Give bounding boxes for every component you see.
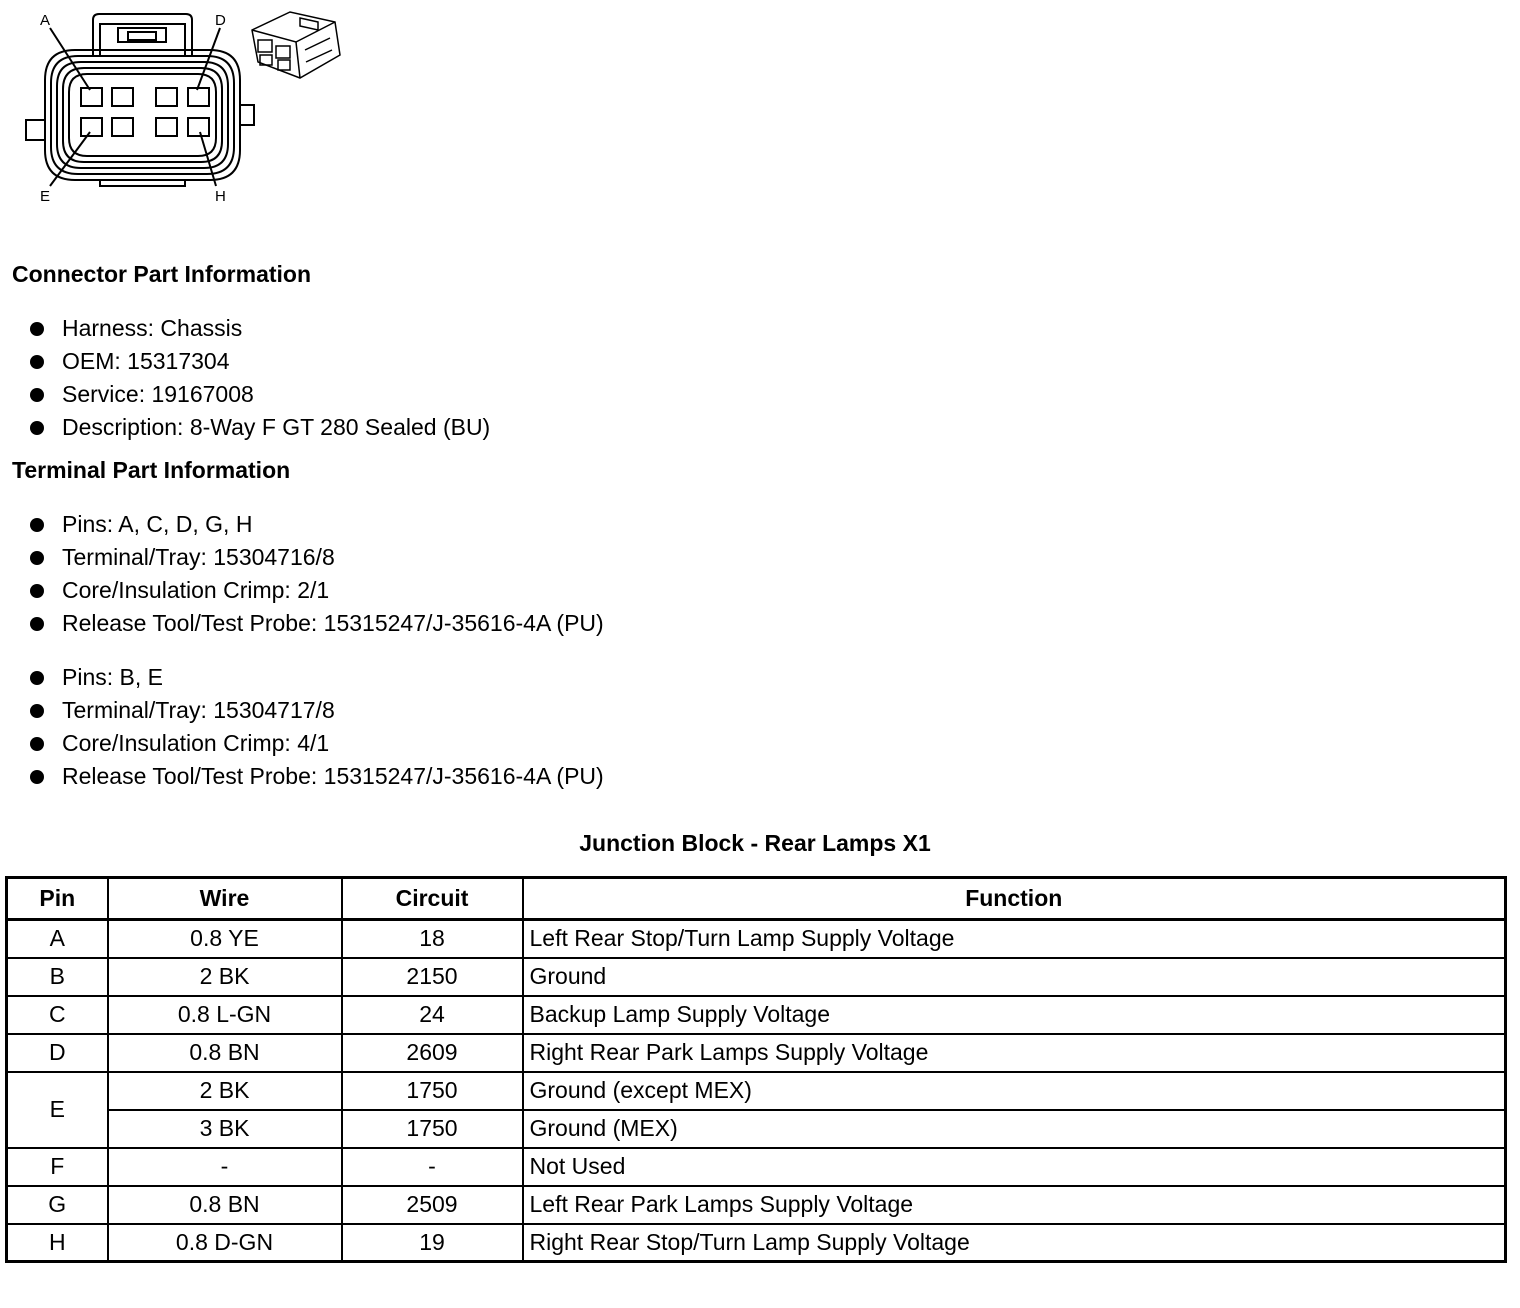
function-cell: Backup Lamp Supply Voltage [523, 996, 1506, 1034]
table-row [7, 1148, 1506, 1186]
list-item: Release Tool/Test Probe: 15315247/J-35616-4A (PU) [0, 607, 604, 640]
header-function: Function [523, 878, 1506, 920]
table-row [7, 1072, 1506, 1110]
header-circuit: Circuit [342, 878, 523, 920]
list-item: Release Tool/Test Probe: 15315247/J-35616-4A (PU) [0, 760, 604, 793]
circuit-cell: 2509 [342, 1186, 523, 1224]
circuit-cell: 2150 [342, 958, 523, 996]
list-item: Terminal/Tray: 15304717/8 [0, 694, 604, 727]
wire-cell: 0.8 BN [108, 1186, 342, 1224]
pin-cell: C [7, 996, 108, 1034]
list-item: Core/Insulation Crimp: 4/1 [0, 727, 604, 760]
list-item: Harness: Chassis [0, 312, 490, 345]
pin-label-a: A [40, 12, 51, 29]
function-cell: Right Rear Park Lamps Supply Voltage [523, 1034, 1506, 1072]
table-row [7, 920, 1506, 958]
circuit-cell: 2609 [342, 1034, 523, 1072]
pin-cell: A [7, 920, 108, 958]
pin-cell: H [7, 1224, 108, 1262]
terminal-part-info-heading: Terminal Part Information [12, 457, 291, 483]
terminal-group-1-list [0, 508, 604, 640]
list-item: Core/Insulation Crimp: 2/1 [0, 574, 604, 607]
table-row [7, 996, 1506, 1034]
circuit-cell: 18 [342, 920, 523, 958]
terminal-group-2-list [0, 661, 604, 793]
pin-cell: B [7, 958, 108, 996]
wire-cell: 0.8 D-GN [108, 1224, 342, 1262]
bullet-icon [30, 421, 44, 435]
wire-cell: 0.8 BN [108, 1034, 342, 1072]
bullet-icon [30, 355, 44, 369]
wire-cell: - [108, 1148, 342, 1186]
bullet-icon [30, 704, 44, 718]
circuit-cell: 1750 [342, 1110, 523, 1148]
function-cell: Left Rear Stop/Turn Lamp Supply Voltage [523, 920, 1506, 958]
table-row [7, 958, 1506, 996]
circuit-cell: 19 [342, 1224, 523, 1262]
function-cell: Ground [523, 958, 1506, 996]
pin-cell: G [7, 1186, 108, 1224]
function-cell: Ground (except MEX) [523, 1072, 1506, 1110]
table-header-row [7, 878, 1506, 920]
pinout-table [5, 876, 1507, 1263]
bullet-icon [30, 322, 44, 336]
list-item: Pins: B, E [0, 661, 604, 694]
pin-cell: E [7, 1072, 108, 1148]
bullet-icon [30, 617, 44, 631]
list-item: OEM: 15317304 [0, 345, 490, 378]
header-wire: Wire [108, 878, 342, 920]
list-item: Description: 8-Way F GT 280 Sealed (BU) [0, 411, 490, 444]
pin-label-e: E [40, 188, 51, 205]
wire-cell: 2 BK [108, 958, 342, 996]
list-item: Pins: A, C, D, G, H [0, 508, 604, 541]
wire-cell: 3 BK [108, 1110, 342, 1148]
connector-part-info-heading: Connector Part Information [12, 261, 312, 287]
pin-cell: D [7, 1034, 108, 1072]
pin-cell: F [7, 1148, 108, 1186]
bullet-icon [30, 551, 44, 565]
wire-cell: 0.8 L-GN [108, 996, 342, 1034]
list-item: Terminal/Tray: 15304716/8 [0, 541, 604, 574]
header-pin: Pin [7, 878, 108, 920]
table-row [7, 1186, 1506, 1224]
function-cell: Left Rear Park Lamps Supply Voltage [523, 1186, 1506, 1224]
wire-cell: 0.8 YE [108, 920, 342, 958]
list-item: Service: 19167008 [0, 378, 490, 411]
function-cell: Not Used [523, 1148, 1506, 1186]
bullet-icon [30, 388, 44, 402]
circuit-cell: 24 [342, 996, 523, 1034]
table-row [7, 1034, 1506, 1072]
table-row [7, 1110, 1506, 1148]
table-title: Junction Block - Rear Lamps X1 [579, 830, 931, 856]
connector-part-info-list [0, 312, 490, 444]
circuit-cell: 1750 [342, 1072, 523, 1110]
pin-label-h: H [215, 188, 226, 205]
connector-3d-icon [252, 12, 340, 78]
table-row [7, 1224, 1506, 1262]
circuit-cell: - [342, 1148, 523, 1186]
bullet-icon [30, 584, 44, 598]
function-cell: Right Rear Stop/Turn Lamp Supply Voltage [523, 1224, 1506, 1262]
connector-face-diagram [0, 0, 360, 215]
bullet-icon [30, 770, 44, 784]
pin-label-d: D [215, 12, 226, 29]
wire-cell: 2 BK [108, 1072, 342, 1110]
function-cell: Ground (MEX) [523, 1110, 1506, 1148]
bullet-icon [30, 737, 44, 751]
bullet-icon [30, 518, 44, 532]
bullet-icon [30, 671, 44, 685]
